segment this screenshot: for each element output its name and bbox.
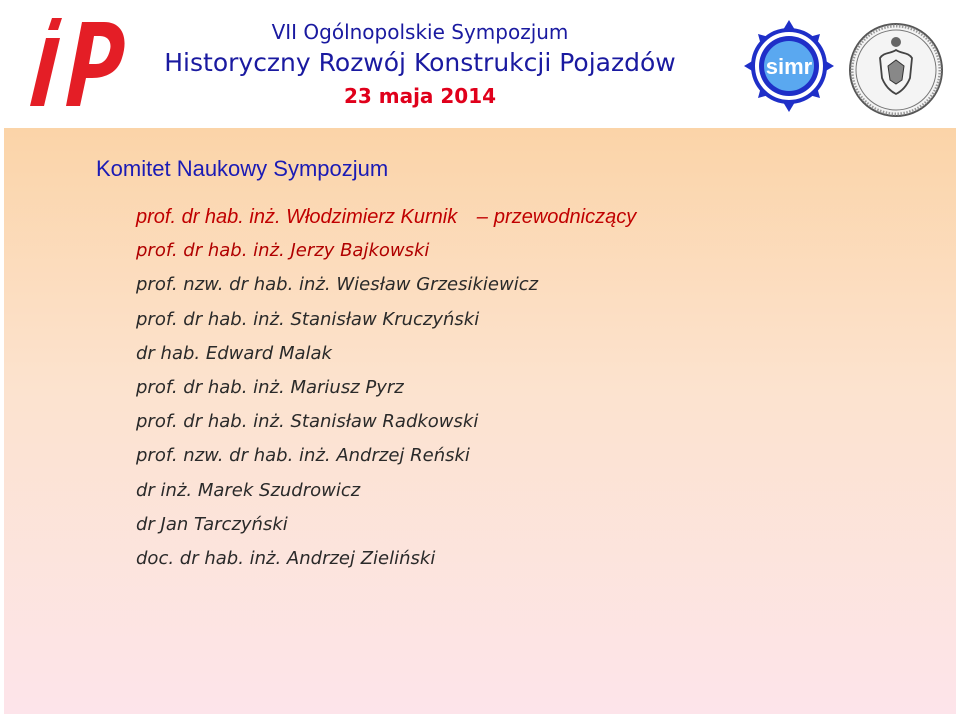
list-item: dr inż. Marek Szudrowicz — [136, 479, 361, 501]
title-block — [130, 18, 710, 112]
list-item: doc. dr hab. inż. Andrzej Zieliński — [136, 548, 436, 570]
committee-list — [136, 200, 636, 576]
list-item: prof. dr hab. inż. Jerzy Bajkowski — [136, 240, 430, 262]
symposium-date: 23 maja 2014 — [343, 84, 497, 108]
committee-title: Komitet Naukowy Sympozjum — [96, 156, 389, 181]
chair-dash: – — [476, 206, 488, 228]
committee-chair — [136, 200, 636, 234]
chair-role: przewodniczący — [493, 206, 637, 228]
list-item: dr Jan Tarczyński — [136, 513, 288, 535]
symposium-theme: Historyczny Rozwój Konstrukcji Pojazdów — [164, 48, 676, 77]
list-item: prof. nzw. dr hab. inż. Wiesław Grzesikiewicz — [136, 274, 539, 296]
list-item: prof. dr hab. inż. Mariusz Pyrz — [136, 377, 404, 399]
list-item: prof. nzw. dr hab. inż. Andrzej Reński — [136, 445, 470, 467]
chair-role-wrap — [477, 206, 636, 228]
symposium-name: VII Ogólnopolskie Sympozjum — [271, 20, 569, 44]
content-panel — [4, 128, 956, 714]
university-seal — [848, 22, 944, 118]
header — [0, 0, 960, 128]
list-item: prof. dr hab. inż. Stanisław Kruczyński — [136, 308, 480, 330]
simr-logo-text: simr — [765, 54, 813, 79]
simr-logo — [740, 16, 838, 116]
list-item: dr hab. Edward Malak — [136, 342, 332, 364]
chair-name: prof. dr hab. inż. Włodzimierz Kurnik — [136, 206, 458, 228]
ip-logo — [26, 18, 126, 106]
list-item: prof. dr hab. inż. Stanisław Radkowski — [136, 411, 479, 433]
